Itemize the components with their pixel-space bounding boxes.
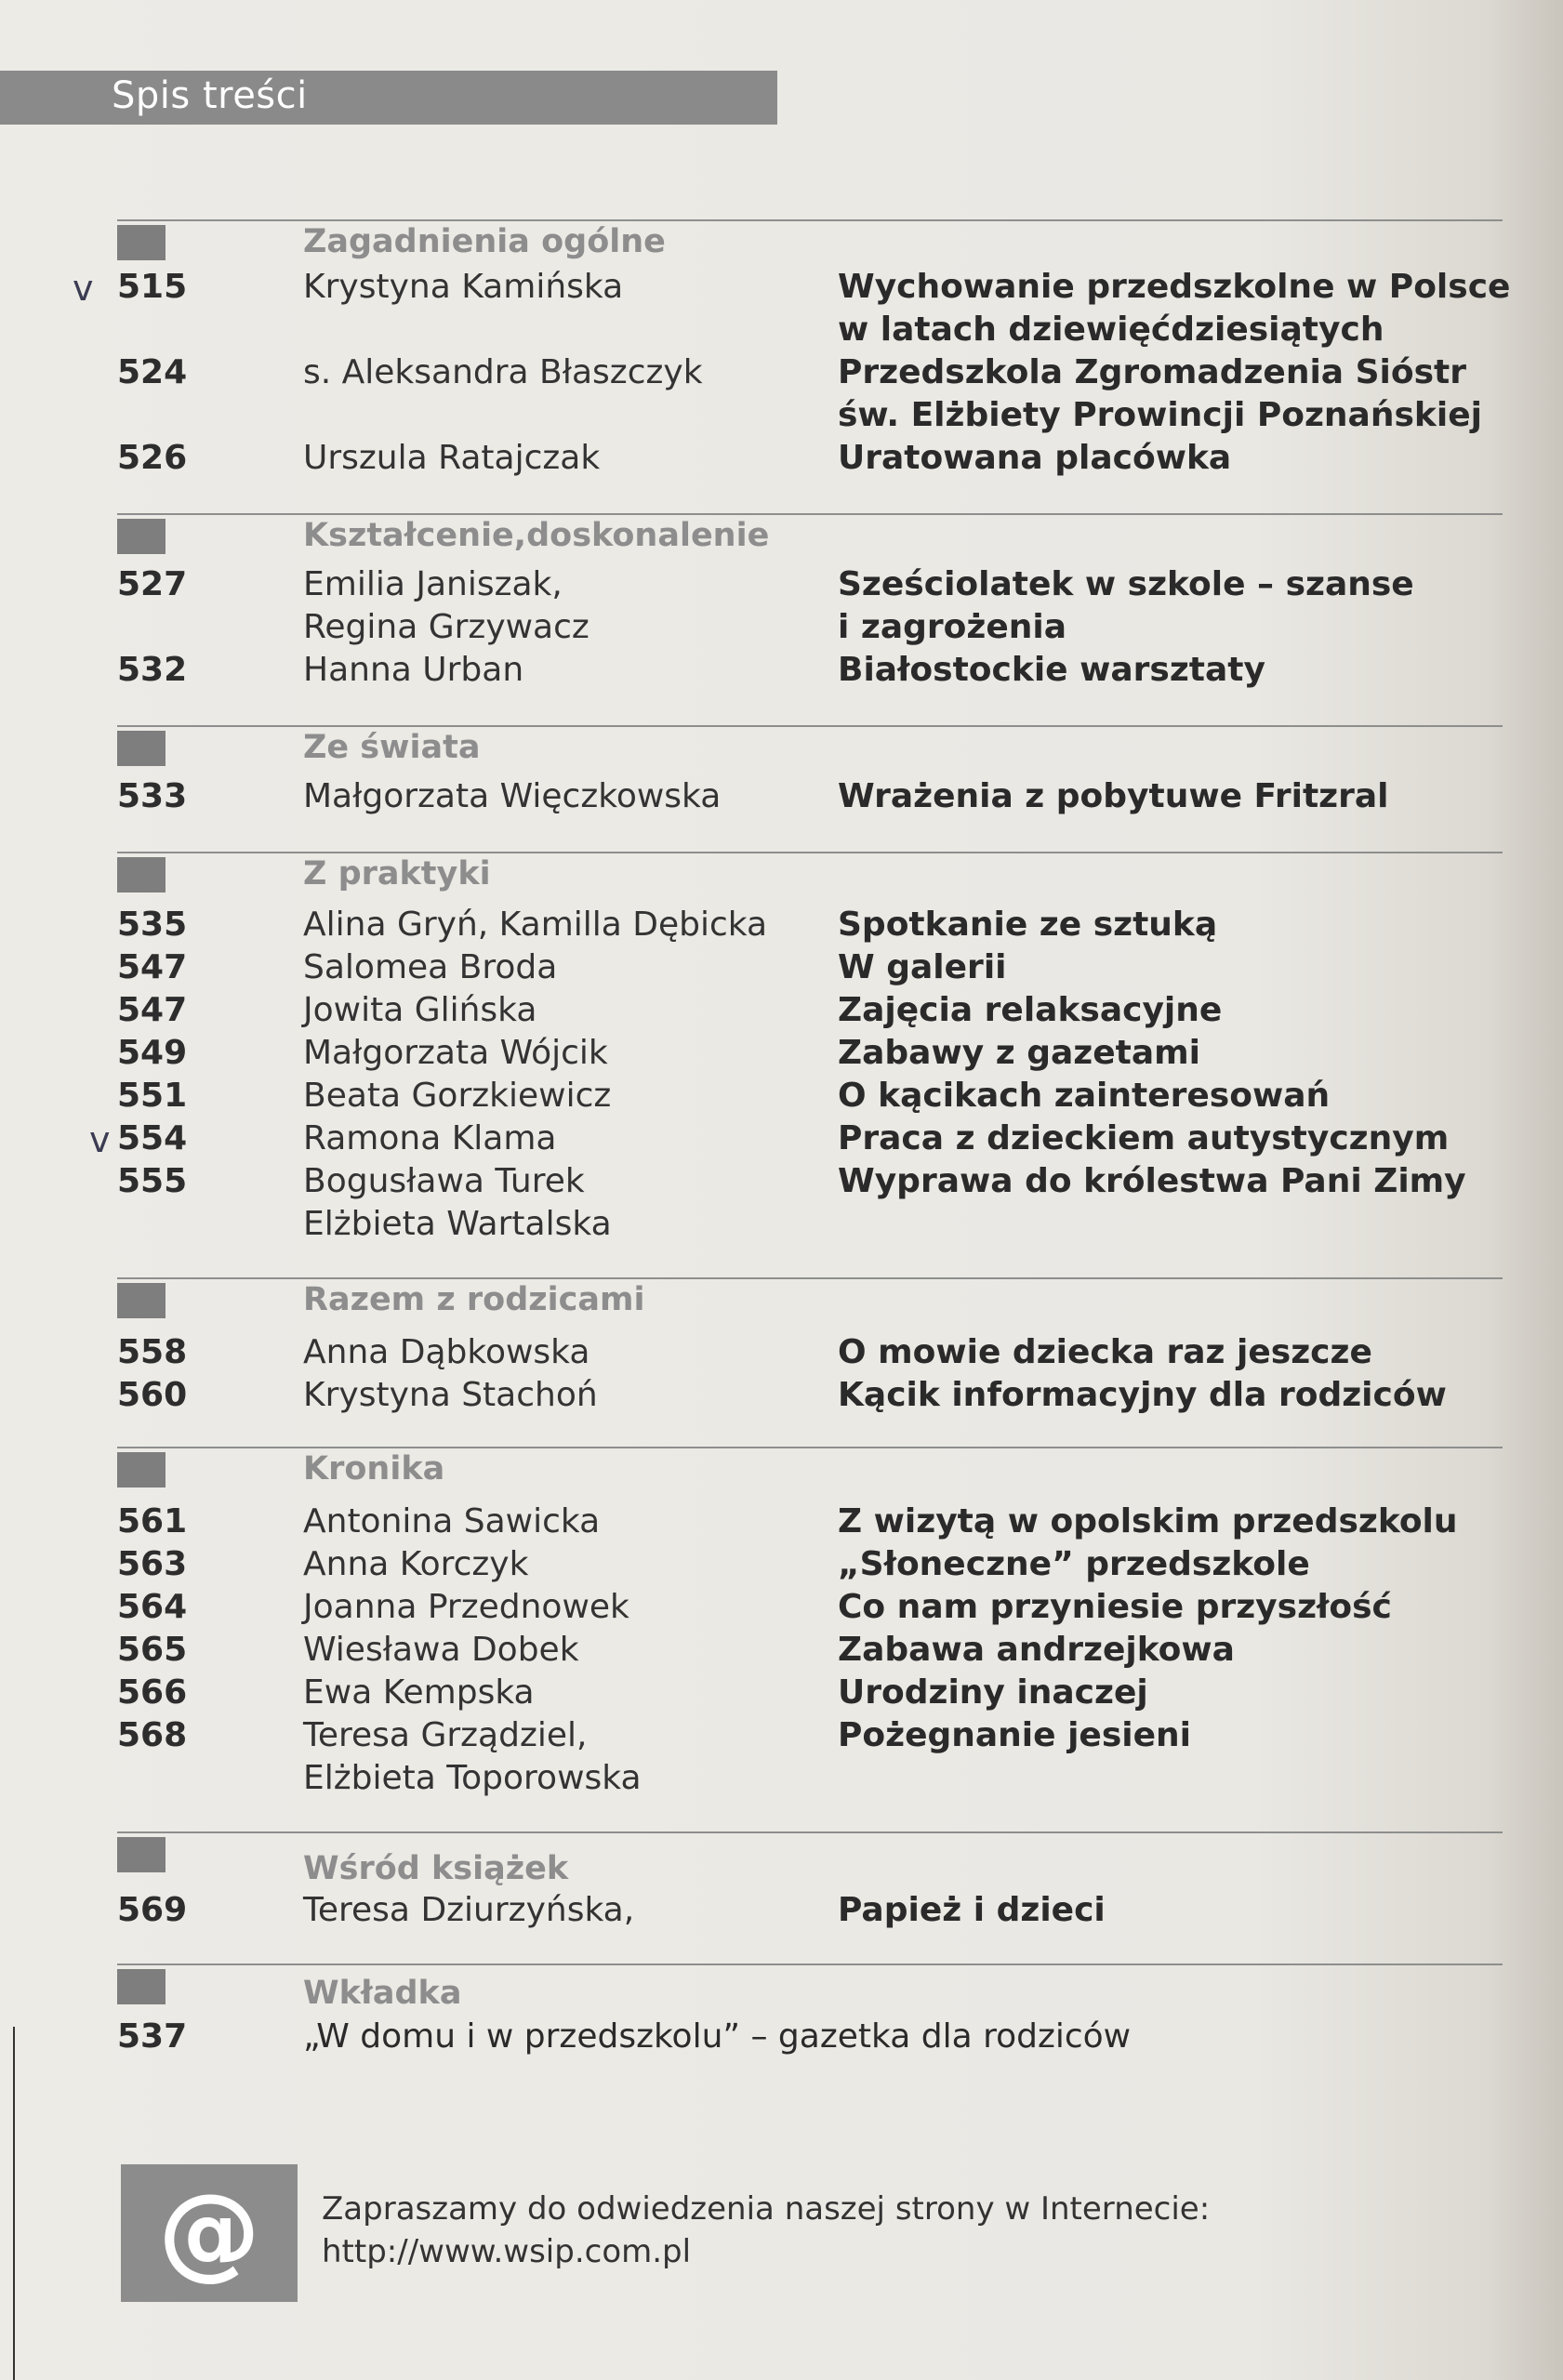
article-title: Uratowana placówka [838,439,1232,477]
section-title: Kształcenie,doskonalenie [303,517,770,554]
author: Małgorzata Więczkowska [303,777,722,815]
page-number: 547 [117,948,188,986]
article-title: Co nam przyniesie przyszłość [838,1588,1392,1626]
author: Bogusława Turek [303,1162,585,1200]
section-title: Kronika [303,1450,445,1488]
page-number: 533 [117,777,188,815]
margin-rule [13,2027,15,2380]
article-title: w latach dziewięćdziesiątych [838,311,1384,349]
check-mark: v [89,1119,111,1160]
footer-invitation: Zapraszamy do odwiedzenia naszej strony w Internecie: [322,2190,1211,2228]
at-symbol: @ [158,2172,260,2291]
author: Elżbieta Toporowska [303,1759,642,1797]
author: Urszula Ratajczak [303,439,601,477]
section-divider [117,513,1503,515]
page-number: 566 [117,1673,188,1712]
article-title: Sześciolatek w szkole – szanse [838,565,1414,603]
insert-title: „W domu i w przedszkolu” – gazetka dla rodziców [303,2017,1132,2056]
page-number: 563 [117,1545,188,1583]
page-number: 532 [117,651,188,689]
article-title: Białostockie warsztaty [838,651,1265,689]
section-marker [117,1283,166,1318]
article-title: Kącik informacyjny dla rodziców [838,1376,1447,1414]
check-mark: v [73,268,94,309]
author: Hanna Urban [303,651,524,689]
article-title: Wrażenia z pobytuwe Fritzral [838,777,1389,815]
page-number: 555 [117,1162,188,1200]
section-divider [117,1964,1503,1965]
section-title: Razem z rodzicami [303,1281,645,1318]
author: Teresa Dziurzyńska, [303,1891,635,1929]
section-divider [117,219,1503,221]
article-title: Wyprawa do królestwa Pani Zimy [838,1162,1466,1200]
article-title: O kącikach zainteresowań [838,1077,1331,1115]
section-marker [117,1837,166,1872]
section-marker [117,225,166,260]
section-marker [117,1969,166,2004]
section-divider [117,852,1503,853]
page-number: 527 [117,565,188,603]
article-title: Zabawy z gazetami [838,1034,1200,1072]
page-number: 569 [117,1891,188,1929]
author: Małgorzata Wójcik [303,1034,608,1072]
author: Krystyna Stachoń [303,1376,598,1414]
author: Krystyna Kamińska [303,268,624,306]
section-title: Zagadnienia ogólne [303,223,666,260]
page-number: 549 [117,1034,188,1072]
section-marker [117,857,166,892]
page-number: 558 [117,1333,188,1371]
page-number: 535 [117,906,188,944]
page-number: 564 [117,1588,188,1626]
author: Teresa Grządziel, [303,1716,588,1754]
section-divider [117,1447,1503,1448]
article-title: „Słoneczne” przedszkole [838,1545,1310,1583]
section-title: Wśród książek [303,1850,569,1887]
article-title: Zabawa andrzejkowa [838,1631,1235,1669]
section-title: Wkładka [303,1975,462,2012]
section-marker [117,731,166,766]
page-number: 565 [117,1631,188,1669]
article-title: Urodziny inaczej [838,1673,1148,1712]
article-title: św. Elżbiety Prowincji Poznańskiej [838,396,1482,434]
footer-url[interactable]: http://www.wsip.com.pl [322,2233,692,2270]
author: Wiesława Dobek [303,1631,579,1669]
page-number: 515 [117,268,188,306]
author: Beata Gorzkiewicz [303,1077,612,1115]
article-title: Pożegnanie jesieni [838,1716,1192,1754]
author: Joanna Przednowek [303,1588,629,1626]
article-title: Wychowanie przedszkolne w Polsce [838,268,1511,306]
author: Ewa Kempska [303,1673,535,1712]
page-number: 547 [117,991,188,1029]
author: Salomea Broda [303,948,558,986]
article-title: O mowie dziecka raz jeszcze [838,1333,1372,1371]
author: Emilia Janiszak, [303,565,563,603]
author: Anna Korczyk [303,1545,529,1583]
article-title: Przedszkola Zgromadzenia Sióstr [838,353,1467,391]
page-number: 526 [117,439,188,477]
page-number: 561 [117,1502,188,1540]
header-bar [0,71,777,125]
page-number: 554 [117,1119,188,1157]
page-number: 537 [117,2017,188,2056]
article-title: Praca z dzieckiem autystycznym [838,1119,1450,1157]
section-marker [117,1452,166,1488]
at-icon [121,2164,298,2302]
article-title: Z wizytą w opolskim przedszkolu [838,1502,1458,1540]
page-title: Spis treści [112,74,308,117]
section-title: Ze świata [303,729,481,766]
author: s. Aleksandra Błaszczyk [303,353,703,391]
section-marker [117,519,166,554]
article-title: i zagrożenia [838,608,1067,646]
author: Jowita Glińska [303,991,537,1029]
article-title: W galerii [838,948,1007,986]
author: Elżbieta Wartalska [303,1205,612,1243]
author: Antonina Sawicka [303,1502,601,1540]
section-divider [117,1831,1503,1833]
article-title: Spotkanie ze sztuką [838,906,1218,944]
author: Ramona Klama [303,1119,557,1157]
section-divider [117,725,1503,727]
article-title: Zajęcia relaksacyjne [838,991,1223,1029]
page-number: 551 [117,1077,188,1115]
page-number: 568 [117,1716,188,1754]
author: Regina Grzywacz [303,608,589,646]
section-title: Z praktyki [303,855,491,892]
page-number: 524 [117,353,188,391]
author: Alina Gryń, Kamilla Dębicka [303,906,768,944]
article-title: Papież i dzieci [838,1891,1106,1929]
page-number: 560 [117,1376,188,1414]
author: Anna Dąbkowska [303,1333,590,1371]
section-divider [117,1277,1503,1279]
